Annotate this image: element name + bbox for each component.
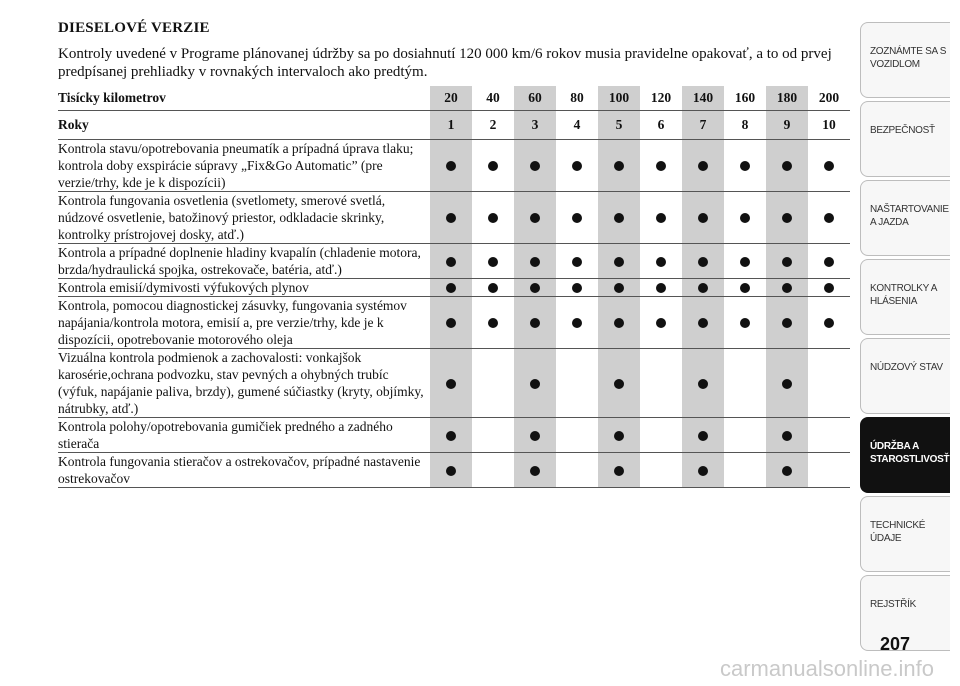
nav-tab[interactable]: KONTROLKY A HLÁSENIA — [860, 259, 950, 335]
table-row — [58, 244, 850, 279]
maintenance-schedule-table — [58, 86, 850, 488]
check-mark-dot-icon — [824, 257, 834, 267]
check-mark-dot-icon — [614, 318, 624, 328]
check-mark-dot-icon — [446, 213, 456, 223]
chapter-navigation — [860, 22, 950, 654]
check-description: Kontrola a prípadné doplnenie hladiny kvapalín (chladenie motora, brzda/hydraulická spojka, ostrekovače, batéria, atď.) — [58, 244, 430, 279]
check-mark-dot-icon — [446, 161, 456, 171]
check-mark-dot-icon — [824, 213, 834, 223]
interval-cell — [598, 349, 640, 418]
interval-cell — [682, 453, 724, 488]
check-mark-dot-icon — [698, 379, 708, 389]
interval-cell — [598, 279, 640, 297]
check-mark-dot-icon — [614, 379, 624, 389]
interval-cell — [598, 418, 640, 453]
check-mark-dot-icon — [782, 283, 792, 293]
nav-tab[interactable]: NAŠTARTOVANIE A JAZDA — [860, 180, 950, 256]
interval-cell — [640, 279, 682, 297]
check-mark-dot-icon — [782, 379, 792, 389]
interval-cell — [682, 192, 724, 244]
interval-cell — [766, 453, 808, 488]
interval-cell — [808, 418, 850, 453]
check-mark-dot-icon — [740, 213, 750, 223]
check-mark-dot-icon — [614, 257, 624, 267]
check-description: Kontrola stavu/opotrebovania pneumatík a prípadná úprava tlaku; kontrola doby exspirácie súpravy „Fix&Go Automatic” (pre verzie/trhy, kde je k dispozícii) — [58, 140, 430, 192]
year-value-1: 2 — [472, 111, 514, 140]
interval-cell — [724, 349, 766, 418]
interval-cell — [430, 279, 472, 297]
km-header-row — [58, 86, 850, 111]
year-value-9: 10 — [808, 111, 850, 140]
km-value-6: 140 — [682, 86, 724, 111]
table-row — [58, 279, 850, 297]
watermark: carmanualsonline.info — [720, 656, 935, 681]
check-mark-dot-icon — [698, 283, 708, 293]
check-mark-dot-icon — [530, 318, 540, 328]
nav-tab[interactable]: TECHNICKÉ ÚDAJE — [860, 496, 950, 572]
interval-cell — [430, 192, 472, 244]
table-row — [58, 453, 850, 488]
interval-cell — [640, 297, 682, 349]
interval-cell — [766, 418, 808, 453]
interval-cell — [472, 279, 514, 297]
interval-cell — [598, 244, 640, 279]
check-description: Kontrola emisií/dymivosti výfukových plynov — [58, 279, 430, 297]
check-mark-dot-icon — [656, 318, 666, 328]
interval-cell — [808, 192, 850, 244]
check-mark-dot-icon — [824, 318, 834, 328]
check-mark-dot-icon — [446, 283, 456, 293]
check-mark-dot-icon — [488, 161, 498, 171]
interval-cell — [514, 244, 556, 279]
check-description: Kontrola, pomocou diagnostickej zásuvky, fungovania systémov napájania/kontrola motora, emisií a, pre verzie/trhy, kde je k dispozícii, opotrebovanie motorového oleja — [58, 297, 430, 349]
check-mark-dot-icon — [656, 213, 666, 223]
check-mark-dot-icon — [740, 161, 750, 171]
check-mark-dot-icon — [446, 318, 456, 328]
check-mark-dot-icon — [530, 283, 540, 293]
check-mark-dot-icon — [530, 466, 540, 476]
intro-paragraph: Kontroly uvedené v Programe plánovanej údržby sa po dosiahnutí 120 000 km/6 rokov musia pravidelne opakovať, a to od prvej predpísanej prehliadky v rovnakých intervaloch ako predtým. — [58, 46, 832, 80]
check-mark-dot-icon — [572, 283, 582, 293]
year-value-2: 3 — [514, 111, 556, 140]
check-mark-dot-icon — [698, 466, 708, 476]
interval-cell — [598, 297, 640, 349]
interval-cell — [682, 349, 724, 418]
interval-cell — [724, 192, 766, 244]
interval-cell — [640, 244, 682, 279]
interval-cell — [682, 297, 724, 349]
interval-cell — [682, 140, 724, 192]
check-mark-dot-icon — [488, 318, 498, 328]
check-mark-dot-icon — [446, 379, 456, 389]
check-mark-dot-icon — [740, 318, 750, 328]
year-value-3: 4 — [556, 111, 598, 140]
interval-cell — [430, 349, 472, 418]
interval-cell — [556, 279, 598, 297]
interval-cell — [430, 418, 472, 453]
table-row — [58, 140, 850, 192]
years-header-row — [58, 111, 850, 140]
interval-cell — [724, 140, 766, 192]
interval-cell — [556, 297, 598, 349]
interval-cell — [766, 140, 808, 192]
interval-cell — [682, 418, 724, 453]
year-value-7: 8 — [724, 111, 766, 140]
check-mark-dot-icon — [614, 466, 624, 476]
check-mark-dot-icon — [782, 431, 792, 441]
year-value-0: 1 — [430, 111, 472, 140]
interval-cell — [808, 453, 850, 488]
check-mark-dot-icon — [614, 213, 624, 223]
check-mark-dot-icon — [698, 161, 708, 171]
km-value-4: 100 — [598, 86, 640, 111]
interval-cell — [472, 192, 514, 244]
check-mark-dot-icon — [782, 213, 792, 223]
interval-cell — [430, 297, 472, 349]
check-description: Kontrola polohy/opotrebovania gumičiek predného a zadného stierača — [58, 418, 430, 453]
section-title: DIESELOVÉ VERZIE — [58, 20, 210, 36]
table-row — [58, 192, 850, 244]
check-mark-dot-icon — [656, 161, 666, 171]
interval-cell — [640, 453, 682, 488]
interval-cell — [598, 140, 640, 192]
table-row — [58, 349, 850, 418]
interval-cell — [640, 192, 682, 244]
year-value-4: 5 — [598, 111, 640, 140]
check-mark-dot-icon — [446, 431, 456, 441]
check-description: Vizuálna kontrola podmienok a zachovalosti: vonkajšok karosérie,ochrana podvozku, stav pevných a ohybných trubíc (výfuk, napájanie paliva, brzdy), gumené súčiastky (kryty, objímky, nátrubky, atď.) — [58, 349, 430, 418]
check-mark-dot-icon — [572, 257, 582, 267]
check-mark-dot-icon — [530, 431, 540, 441]
km-value-1: 40 — [472, 86, 514, 111]
check-mark-dot-icon — [530, 213, 540, 223]
interval-cell — [808, 244, 850, 279]
interval-cell — [472, 453, 514, 488]
interval-cell — [556, 244, 598, 279]
interval-cell — [472, 418, 514, 453]
interval-cell — [514, 418, 556, 453]
check-mark-dot-icon — [824, 283, 834, 293]
interval-cell — [724, 279, 766, 297]
check-mark-dot-icon — [530, 379, 540, 389]
interval-cell — [682, 279, 724, 297]
check-mark-dot-icon — [782, 318, 792, 328]
interval-cell — [472, 140, 514, 192]
check-mark-dot-icon — [698, 213, 708, 223]
interval-cell — [556, 418, 598, 453]
check-mark-dot-icon — [824, 161, 834, 171]
interval-cell — [556, 192, 598, 244]
interval-cell — [514, 192, 556, 244]
page-number: 207 — [880, 634, 911, 654]
nav-tab[interactable]: ZOZNÁMTE SA S VOZIDLOM — [860, 22, 950, 98]
year-value-6: 7 — [682, 111, 724, 140]
check-mark-dot-icon — [698, 431, 708, 441]
check-mark-dot-icon — [782, 257, 792, 267]
year-value-5: 6 — [640, 111, 682, 140]
table-row — [58, 418, 850, 453]
interval-cell — [766, 297, 808, 349]
km-header-label: Tisícky kilometrov — [58, 86, 430, 111]
interval-cell — [808, 140, 850, 192]
interval-cell — [682, 244, 724, 279]
check-mark-dot-icon — [488, 283, 498, 293]
interval-cell — [556, 140, 598, 192]
check-mark-dot-icon — [446, 257, 456, 267]
interval-cell — [556, 453, 598, 488]
interval-cell — [514, 453, 556, 488]
interval-cell — [514, 140, 556, 192]
km-value-8: 180 — [766, 86, 808, 111]
interval-cell — [430, 244, 472, 279]
check-mark-dot-icon — [530, 257, 540, 267]
schedule-rows — [58, 140, 850, 488]
interval-cell — [430, 140, 472, 192]
nav-tab[interactable]: BEZPEČNOSŤ — [860, 101, 950, 177]
interval-cell — [472, 244, 514, 279]
interval-cell — [514, 297, 556, 349]
nav-tab[interactable]: NÚDZOVÝ STAV — [860, 338, 950, 414]
year-value-8: 9 — [766, 111, 808, 140]
check-mark-dot-icon — [656, 257, 666, 267]
interval-cell — [766, 349, 808, 418]
check-mark-dot-icon — [740, 257, 750, 267]
interval-cell — [598, 192, 640, 244]
check-mark-dot-icon — [446, 466, 456, 476]
interval-cell — [472, 349, 514, 418]
check-mark-dot-icon — [614, 283, 624, 293]
interval-cell — [430, 453, 472, 488]
km-value-0: 20 — [430, 86, 472, 111]
interval-cell — [514, 279, 556, 297]
interval-cell — [724, 297, 766, 349]
interval-cell — [598, 453, 640, 488]
check-mark-dot-icon — [698, 318, 708, 328]
check-mark-dot-icon — [488, 257, 498, 267]
km-value-5: 120 — [640, 86, 682, 111]
table-row — [58, 297, 850, 349]
check-mark-dot-icon — [782, 466, 792, 476]
check-mark-dot-icon — [572, 318, 582, 328]
interval-cell — [640, 349, 682, 418]
check-mark-dot-icon — [488, 213, 498, 223]
check-description: Kontrola fungovania osvetlenia (svetlomety, smerové svetlá, núdzové osvetlenie, batožinový priestor, odkladacie skrinky, kontrolky prístrojovej dosky, atď.) — [58, 192, 430, 244]
check-mark-dot-icon — [656, 283, 666, 293]
km-value-3: 80 — [556, 86, 598, 111]
interval-cell — [640, 140, 682, 192]
interval-cell — [724, 418, 766, 453]
interval-cell — [724, 453, 766, 488]
check-mark-dot-icon — [572, 161, 582, 171]
check-mark-dot-icon — [782, 161, 792, 171]
km-value-2: 60 — [514, 86, 556, 111]
interval-cell — [556, 349, 598, 418]
interval-cell — [808, 297, 850, 349]
check-description: Kontrola fungovania stieračov a ostrekovačov, prípadné nastavenie ostrekovačov — [58, 453, 430, 488]
check-mark-dot-icon — [614, 161, 624, 171]
interval-cell — [472, 297, 514, 349]
interval-cell — [808, 279, 850, 297]
interval-cell — [808, 349, 850, 418]
check-mark-dot-icon — [740, 283, 750, 293]
interval-cell — [766, 244, 808, 279]
interval-cell — [724, 244, 766, 279]
interval-cell — [766, 192, 808, 244]
interval-cell — [640, 418, 682, 453]
km-value-7: 160 — [724, 86, 766, 111]
interval-cell — [514, 349, 556, 418]
check-mark-dot-icon — [572, 213, 582, 223]
check-mark-dot-icon — [614, 431, 624, 441]
check-mark-dot-icon — [530, 161, 540, 171]
check-mark-dot-icon — [698, 257, 708, 267]
nav-tab[interactable]: REJSTŘÍK — [860, 575, 950, 651]
interval-cell — [766, 279, 808, 297]
km-value-9: 200 — [808, 86, 850, 111]
nav-tab[interactable]: ÚDRŽBA A STAROSTLIVOSŤ — [860, 417, 950, 493]
years-header-label: Roky — [58, 111, 430, 140]
